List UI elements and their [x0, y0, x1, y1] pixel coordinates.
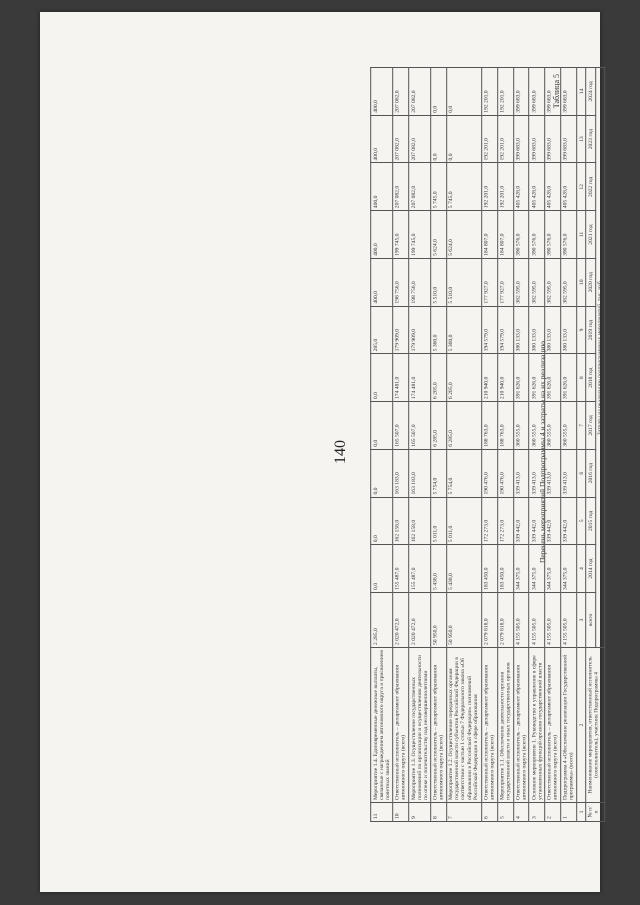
row-value: 174 481,0	[393, 354, 409, 402]
row-value: 155 487,0	[409, 545, 431, 593]
column-number: 5	[576, 497, 585, 545]
row-value: 5 510,0	[447, 258, 482, 306]
expenses-table	[370, 67, 605, 822]
table-row	[497, 68, 513, 822]
row-number: 2	[545, 803, 561, 822]
row-value: 399 683,0	[545, 115, 561, 163]
column-number: 9	[576, 306, 585, 354]
header-year: 2015 год	[586, 497, 595, 545]
row-value: 2 020 472,0	[393, 592, 409, 647]
row-value: 165 507,0	[409, 402, 431, 450]
row-number: 5	[497, 803, 513, 822]
row-value: 400,0	[371, 211, 393, 259]
table-row	[409, 68, 431, 822]
row-name: Мероприятие 1.3. Осуществление государственных полномочий по организации и осуществлению деятельности по опеке и попечительству над несовершеннолетними	[409, 648, 431, 803]
row-value: 399 683,0	[529, 68, 545, 116]
column-number: 7	[576, 402, 585, 450]
row-value: 174 481,0	[409, 354, 431, 402]
row-value: 207 082,0	[409, 115, 431, 163]
table-row	[393, 68, 409, 822]
table-row	[545, 68, 561, 822]
row-value: 0,0	[371, 402, 393, 450]
row-value: 400,0	[371, 68, 393, 116]
row-value: 5 360,0	[447, 306, 482, 354]
row-value: 50 950,0	[431, 592, 447, 647]
header-name: Наименование мероприятия, ответственный исполнитель (соисполнитель), участник Подпрограммы 4	[586, 648, 605, 803]
row-value: 399 683,0	[561, 68, 577, 116]
row-number: 7	[447, 803, 482, 822]
row-value: 192 201,0	[482, 68, 498, 116]
row-value: 382 595,0	[545, 258, 561, 306]
row-value: 172 273,0	[497, 497, 513, 545]
row-name: Ответственный исполнитель – департамент образования автономного округа (всего)	[545, 648, 561, 803]
row-value: 199 745,0	[409, 211, 431, 259]
row-value: 179 909,0	[393, 306, 409, 354]
row-value: 339 413,0	[561, 449, 577, 497]
row-value: 5 438,0	[431, 545, 447, 593]
row-value: 5 745,0	[431, 163, 447, 211]
row-value: 192 201,0	[497, 163, 513, 211]
row-value: 382 595,0	[529, 258, 545, 306]
row-name: Мероприятие 1.4. Единовременные денежные выплаты, связанные с награждением автономного округа и присвоением почетных званий	[371, 648, 393, 803]
row-value: 339 442,0	[513, 497, 529, 545]
row-value: 391 626,0	[545, 354, 561, 402]
column-number: 10	[576, 258, 585, 306]
column-number: 4	[576, 545, 585, 593]
row-value: 399 683,0	[545, 68, 561, 116]
row-value: 4 155 505,0	[561, 592, 577, 647]
row-value: 405 428,0	[513, 163, 529, 211]
row-value: 339 442,0	[561, 497, 577, 545]
row-value: 390 576,0	[513, 211, 529, 259]
row-value: 2 020 472,0	[409, 592, 431, 647]
column-number: 3	[576, 592, 585, 647]
row-value: 198 756,0	[409, 258, 431, 306]
row-value: 339 413,0	[513, 449, 529, 497]
row-value: 344 375,0	[561, 545, 577, 593]
row-value: 2 079 818,0	[497, 592, 513, 647]
row-value: 400,0	[371, 115, 393, 163]
row-number: 9	[409, 803, 431, 822]
row-name: Ответственный исполнитель – департамент образования автономного округа (всего)	[513, 648, 529, 803]
header-num: № п/п	[586, 803, 605, 822]
row-value: 5 011,0	[431, 497, 447, 545]
row-value: 0,0	[371, 497, 393, 545]
row-value: 391 626,0	[561, 354, 577, 402]
row-value: 6 285,0	[431, 402, 447, 450]
table-row	[371, 68, 393, 822]
row-value: 165 507,0	[393, 402, 409, 450]
row-value: 339 413,0	[545, 449, 561, 497]
row-value: 405 428,0	[545, 163, 561, 211]
header-year: всего	[586, 592, 595, 647]
row-name: Ответственный исполнитель – департамент образования автономного округа (всего)	[393, 648, 409, 803]
row-value: 285,0	[371, 306, 393, 354]
row-value: 194 579,0	[497, 306, 513, 354]
column-number: 2	[576, 648, 585, 803]
row-name: Основное мероприятие 1. Руководство и управление в сфере установленных функций органов государственной власти	[529, 648, 545, 803]
row-value: 5 754,0	[431, 449, 447, 497]
row-number: 1	[561, 803, 577, 822]
row-value: 199 745,0	[393, 211, 409, 259]
header-year: 2014 год	[586, 545, 595, 593]
row-name: Мероприятие 1.2. Осуществление переданных органам государственной власти субъектов Российской Федерации в соответствии с частью 1 статьи 7 Федерального закона «Об образовании в Российской Федерации» полномочий Российской Федерации в сфере образования	[447, 648, 482, 803]
table-row	[482, 68, 498, 822]
row-value: 390 576,0	[545, 211, 561, 259]
row-name: Ответственный исполнитель – департамент образования автономного округа (всего)	[482, 648, 498, 803]
table-row	[447, 68, 482, 822]
row-value: 339 442,0	[545, 497, 561, 545]
row-value: 6 205,0	[431, 354, 447, 402]
row-number: 4	[513, 803, 529, 822]
row-value: 162 158,0	[393, 497, 409, 545]
page-number: 140	[332, 440, 349, 464]
row-value: 344 375,0	[513, 545, 529, 593]
table-body	[371, 68, 577, 822]
row-value: 5 360,0	[431, 306, 447, 354]
row-value: 188 763,0	[482, 402, 498, 450]
row-value: 391 626,0	[513, 354, 529, 402]
row-value: 405 428,0	[561, 163, 577, 211]
row-value: 339 442,0	[529, 497, 545, 545]
row-value: 6 285,0	[447, 402, 482, 450]
row-value: 400,0	[371, 258, 393, 306]
row-value: 400,0	[371, 163, 393, 211]
row-value: 172 273,0	[482, 497, 498, 545]
table-row	[561, 68, 577, 822]
row-value: 207 082,0	[409, 163, 431, 211]
header-year: 2022 год	[586, 163, 595, 211]
row-number: 8	[431, 803, 447, 822]
header-costs: Затраты на реализацию подпрограммных мероприятий, тыс. руб.	[595, 68, 604, 648]
header-year: 2024 год	[586, 68, 595, 116]
row-value: 360 555,0	[513, 402, 529, 450]
column-number: 13	[576, 115, 585, 163]
row-number: 3	[529, 803, 545, 822]
row-number: 6	[482, 803, 498, 822]
row-value: 391 626,0	[529, 354, 545, 402]
table-title: Перечень мероприятий Подпрограммы 4 и затраты на их реализацию	[538, 340, 547, 564]
row-value: 163 183,0	[409, 449, 431, 497]
row-value: 0,0	[371, 449, 393, 497]
header-year: 2019 год	[586, 306, 595, 354]
row-value: 382 595,0	[561, 258, 577, 306]
rotated-content	[40, 12, 603, 892]
row-value: 192 201,0	[482, 163, 498, 211]
row-value: 0,0	[447, 115, 482, 163]
column-number: 11	[576, 211, 585, 259]
row-value: 6 205,0	[447, 354, 482, 402]
row-value: 399 683,0	[513, 115, 529, 163]
header-year: 2020 год	[586, 258, 595, 306]
row-value: 5 011,0	[447, 497, 482, 545]
header-row-1	[595, 68, 604, 822]
column-number: 1	[576, 803, 585, 822]
row-value: 390 576,0	[529, 211, 545, 259]
row-value: 380 133,0	[545, 306, 561, 354]
row-value: 380 133,0	[561, 306, 577, 354]
row-value: 0,0	[371, 545, 393, 593]
row-value: 399 683,0	[529, 115, 545, 163]
header-colnums-row	[576, 68, 585, 822]
row-value: 183 450,0	[482, 545, 498, 593]
row-value: 192 201,0	[497, 115, 513, 163]
row-value: 192 201,0	[497, 68, 513, 116]
row-value: 155 487,0	[393, 545, 409, 593]
row-value: 399 683,0	[561, 115, 577, 163]
row-value: 0,0	[431, 115, 447, 163]
row-value: 162 158,0	[409, 497, 431, 545]
row-value: 4 155 505,0	[513, 592, 529, 647]
row-value: 0,0	[371, 354, 393, 402]
column-number: 12	[576, 163, 585, 211]
column-number: 14	[576, 68, 585, 116]
row-value: 194 579,0	[482, 306, 498, 354]
row-value: 184 807,0	[497, 211, 513, 259]
row-value: 177 927,0	[497, 258, 513, 306]
row-value: 184 807,0	[482, 211, 498, 259]
row-value: 2 079 818,0	[482, 592, 498, 647]
row-value: 4 155 505,0	[529, 592, 545, 647]
row-value: 360 555,0	[561, 402, 577, 450]
row-value: 183 450,0	[497, 545, 513, 593]
row-value: 382 595,0	[513, 258, 529, 306]
row-value: 50 950,0	[447, 592, 482, 647]
row-value: 177 927,0	[482, 258, 498, 306]
row-value: 2 285,0	[371, 592, 393, 647]
row-value: 399 683,0	[513, 68, 529, 116]
row-number: 11	[371, 803, 393, 822]
row-value: 5 510,0	[431, 258, 447, 306]
row-value: 405 428,0	[529, 163, 545, 211]
header-year: 2021 год	[586, 211, 595, 259]
row-value: 5 624,0	[431, 211, 447, 259]
row-number: 10	[393, 803, 409, 822]
row-value: 344 375,0	[529, 545, 545, 593]
row-value: 380 133,0	[529, 306, 545, 354]
row-value: 198 756,0	[393, 258, 409, 306]
table-row	[513, 68, 529, 822]
row-value: 344 375,0	[545, 545, 561, 593]
row-value: 360 555,0	[529, 402, 545, 450]
row-value: 380 133,0	[513, 306, 529, 354]
row-value: 360 555,0	[545, 402, 561, 450]
row-value: 0,0	[447, 68, 482, 116]
row-value: 190 476,0	[497, 449, 513, 497]
column-number: 8	[576, 354, 585, 402]
row-value: 207 082,0	[393, 68, 409, 116]
row-name: Ответственный исполнитель – департамент образования автономного округа (всего)	[431, 648, 447, 803]
row-value: 210 940,0	[482, 354, 498, 402]
row-value: 192 201,0	[482, 115, 498, 163]
row-value: 0,0	[431, 68, 447, 116]
row-value: 339 413,0	[529, 449, 545, 497]
row-name: Подпрограмма 4 «Обеспечение реализации Государственной программы» (всего)	[561, 648, 577, 803]
row-value: 5 745,0	[447, 163, 482, 211]
row-value: 179 909,0	[409, 306, 431, 354]
row-value: 4 155 505,0	[545, 592, 561, 647]
row-value: 390 576,0	[561, 211, 577, 259]
header-year: 2017 год	[586, 402, 595, 450]
row-value: 5 754,0	[447, 449, 482, 497]
scanned-page	[40, 12, 603, 892]
table-row	[529, 68, 545, 822]
row-value: 207 082,0	[409, 68, 431, 116]
row-value: 5 624,0	[447, 211, 482, 259]
row-value: 5 438,0	[447, 545, 482, 593]
row-value: 207 082,0	[393, 115, 409, 163]
row-value: 163 183,0	[393, 449, 409, 497]
row-value: 190 476,0	[482, 449, 498, 497]
row-value: 188 763,0	[497, 402, 513, 450]
row-name: Мероприятие 1.1. Обеспечение деятельности органов государственной власти и иных государственных органов	[497, 648, 513, 803]
header-year: 2023 год	[586, 115, 595, 163]
column-number: 6	[576, 449, 585, 497]
header-year: 2018 год	[586, 354, 595, 402]
table-label: Таблица 5	[552, 74, 561, 109]
header-year: 2016 год	[586, 449, 595, 497]
table-row	[431, 68, 447, 822]
row-value: 210 940,0	[497, 354, 513, 402]
row-value: 207 082,0	[393, 163, 409, 211]
